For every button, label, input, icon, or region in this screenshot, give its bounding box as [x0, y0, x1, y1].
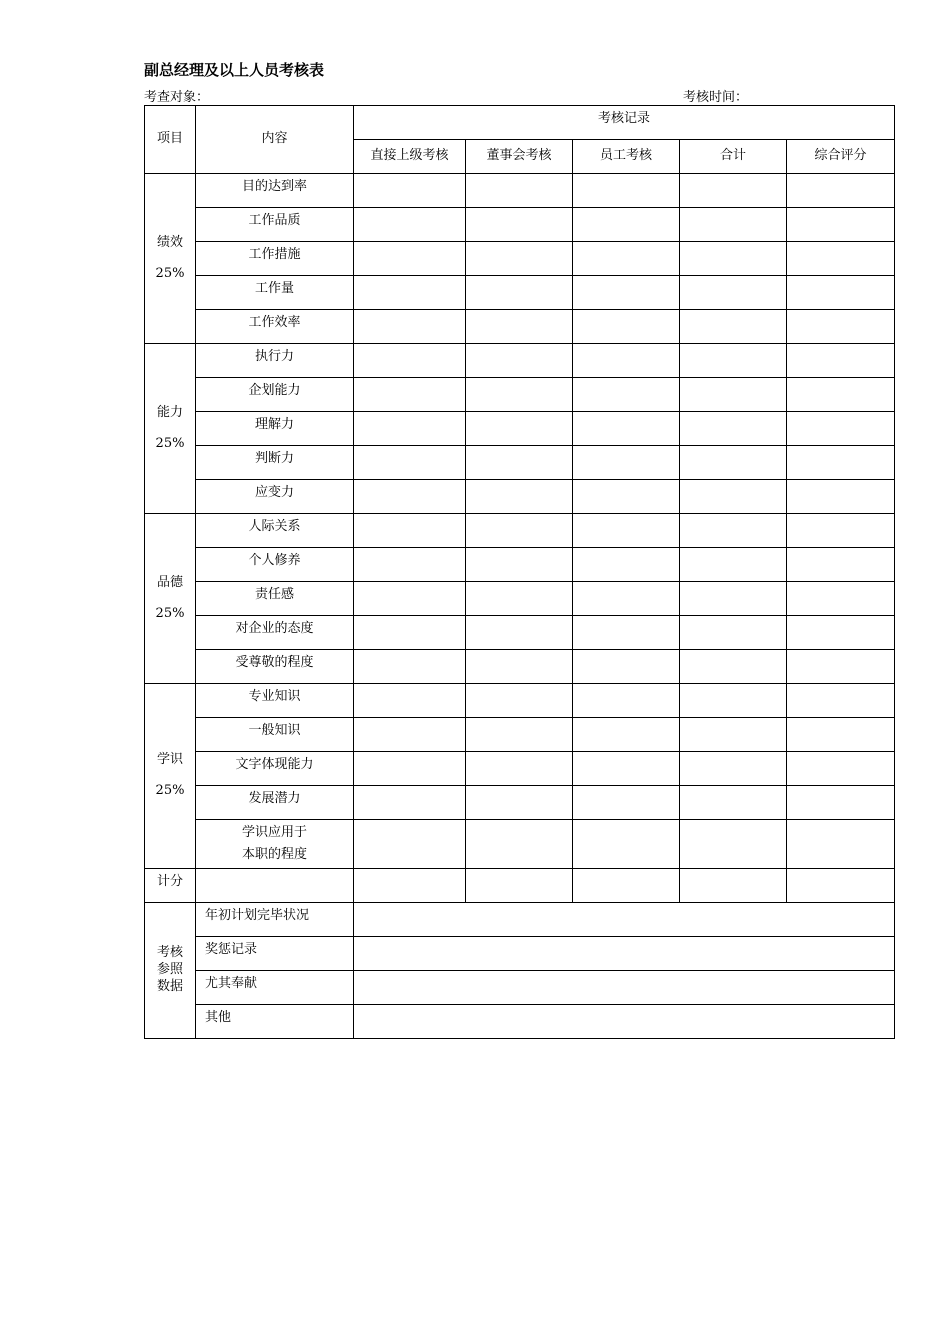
- table-row: [145, 684, 895, 718]
- score-cell[interactable]: [354, 820, 466, 869]
- item-label: 发展潜力: [196, 786, 354, 820]
- score-cell[interactable]: [680, 480, 787, 514]
- score-cell[interactable]: [680, 242, 787, 276]
- table-row: [145, 242, 895, 276]
- score-cell[interactable]: [354, 650, 466, 684]
- score-cell[interactable]: [354, 344, 466, 378]
- item-label: 一般知识: [196, 718, 354, 752]
- item-label: 文字体现能力: [196, 752, 354, 786]
- score-cell[interactable]: [354, 208, 466, 242]
- score-cell[interactable]: [354, 174, 466, 208]
- reference-row: [145, 937, 895, 971]
- table-row: [145, 752, 895, 786]
- score-cell[interactable]: [787, 548, 895, 582]
- score-cell[interactable]: [680, 378, 787, 412]
- score-cell[interactable]: [354, 548, 466, 582]
- table-row: [145, 446, 895, 480]
- table-row: [145, 378, 895, 412]
- score-cell[interactable]: [466, 514, 573, 548]
- score-cell[interactable]: [466, 752, 573, 786]
- score-cell[interactable]: [680, 276, 787, 310]
- score-cell[interactable]: [787, 514, 895, 548]
- reference-value-cell[interactable]: [354, 1005, 895, 1039]
- reference-row: [145, 971, 895, 1005]
- score-cell[interactable]: [680, 412, 787, 446]
- score-cell[interactable]: [466, 718, 573, 752]
- score-cell[interactable]: [354, 752, 466, 786]
- reference-item-label: 尤其奉献: [196, 971, 354, 1005]
- reference-value-cell[interactable]: [354, 937, 895, 971]
- score-cell[interactable]: [787, 242, 895, 276]
- header-col-employee: 员工考核: [573, 140, 680, 174]
- reference-value-cell[interactable]: [354, 903, 895, 937]
- category-weight: 25%: [155, 605, 185, 621]
- score-cell[interactable]: [466, 446, 573, 480]
- item-label: 应变力: [196, 480, 354, 514]
- item-label: [196, 820, 354, 869]
- score-cell[interactable]: [466, 820, 573, 869]
- reference-group-label: [145, 903, 196, 1039]
- score-cell[interactable]: [787, 616, 895, 650]
- score-cell[interactable]: [573, 582, 680, 616]
- score-cell[interactable]: [680, 446, 787, 480]
- score-cell[interactable]: [787, 208, 895, 242]
- table-row: [145, 174, 895, 208]
- reference-value-cell[interactable]: [354, 971, 895, 1005]
- header-record: 考核记录: [354, 106, 895, 140]
- score-cell[interactable]: [196, 869, 354, 903]
- reference-item-label: 其他: [196, 1005, 354, 1039]
- score-cell[interactable]: [787, 276, 895, 310]
- score-cell[interactable]: [680, 616, 787, 650]
- score-cell[interactable]: [573, 412, 680, 446]
- score-cell[interactable]: [466, 242, 573, 276]
- score-cell[interactable]: [573, 786, 680, 820]
- score-cell[interactable]: [354, 582, 466, 616]
- score-cell[interactable]: [466, 684, 573, 718]
- item-label: 责任感: [196, 582, 354, 616]
- score-cell[interactable]: [680, 752, 787, 786]
- score-cell[interactable]: [573, 650, 680, 684]
- item-label: 个人修养: [196, 548, 354, 582]
- category-cell: [145, 514, 196, 684]
- score-cell[interactable]: [787, 446, 895, 480]
- score-cell[interactable]: [354, 276, 466, 310]
- score-cell[interactable]: [680, 344, 787, 378]
- score-cell[interactable]: [787, 752, 895, 786]
- form-title: 副总经理及以上人员考核表: [144, 61, 325, 79]
- score-cell[interactable]: [466, 208, 573, 242]
- score-cell[interactable]: [680, 174, 787, 208]
- header-row: [145, 106, 895, 140]
- reference-label-line: 考核: [156, 945, 183, 961]
- score-cell[interactable]: [573, 752, 680, 786]
- score-cell[interactable]: [787, 869, 895, 903]
- category-name: 能力: [156, 404, 183, 420]
- item-label: 工作量: [196, 276, 354, 310]
- score-cell[interactable]: [573, 208, 680, 242]
- score-cell[interactable]: [573, 616, 680, 650]
- score-cell[interactable]: [354, 480, 466, 514]
- score-cell[interactable]: [680, 548, 787, 582]
- score-cell[interactable]: [787, 174, 895, 208]
- time-label: 考核时间：: [683, 90, 749, 105]
- item-label: 目的达到率: [196, 174, 354, 208]
- score-cell[interactable]: [466, 548, 573, 582]
- score-cell[interactable]: [573, 869, 680, 903]
- score-cell[interactable]: [466, 616, 573, 650]
- score-cell[interactable]: [787, 480, 895, 514]
- score-cell[interactable]: [680, 650, 787, 684]
- category-name: 学识: [156, 752, 183, 768]
- item-label: 执行力: [196, 344, 354, 378]
- table-row: [145, 344, 895, 378]
- score-cell[interactable]: [573, 514, 680, 548]
- reference-item-label: 奖惩记录: [196, 937, 354, 971]
- table-row: [145, 412, 895, 446]
- score-cell[interactable]: [787, 718, 895, 752]
- reference-row: [145, 1005, 895, 1039]
- header-col-board: 董事会考核: [466, 140, 573, 174]
- score-cell[interactable]: [466, 276, 573, 310]
- item-label: 判断力: [196, 446, 354, 480]
- score-cell[interactable]: [466, 869, 573, 903]
- item-label: 工作品质: [196, 208, 354, 242]
- score-cell[interactable]: [466, 786, 573, 820]
- score-cell[interactable]: [354, 446, 466, 480]
- table-row: [145, 820, 895, 869]
- score-cell[interactable]: [354, 310, 466, 344]
- score-cell[interactable]: [466, 378, 573, 412]
- score-cell[interactable]: [680, 684, 787, 718]
- header-content: 内容: [196, 106, 354, 174]
- score-cell[interactable]: [787, 786, 895, 820]
- header-col-total: 合计: [680, 140, 787, 174]
- score-cell[interactable]: [573, 548, 680, 582]
- category-cell: [145, 684, 196, 869]
- score-cell[interactable]: [354, 378, 466, 412]
- score-cell[interactable]: [354, 616, 466, 650]
- score-cell[interactable]: [680, 310, 787, 344]
- score-cell[interactable]: [466, 310, 573, 344]
- item-label: 对企业的态度: [196, 616, 354, 650]
- score-cell[interactable]: [354, 514, 466, 548]
- score-cell[interactable]: [573, 174, 680, 208]
- category-cell: [145, 344, 196, 514]
- header-item: 项目: [145, 106, 196, 174]
- item-label-line: 学识应用于: [241, 825, 307, 840]
- score-cell[interactable]: [466, 650, 573, 684]
- table-row: [145, 548, 895, 582]
- reference-row: [145, 903, 895, 937]
- score-cell[interactable]: [573, 480, 680, 514]
- score-total-label: 计分: [145, 869, 196, 903]
- score-cell[interactable]: [787, 344, 895, 378]
- score-cell[interactable]: [466, 344, 573, 378]
- evaluation-table: [144, 105, 895, 1039]
- header-col-supervisor: 直接上级考核: [354, 140, 466, 174]
- table-row: [145, 582, 895, 616]
- item-label: 企划能力: [196, 378, 354, 412]
- score-cell[interactable]: [354, 718, 466, 752]
- table-row: [145, 650, 895, 684]
- table-row: [145, 310, 895, 344]
- score-cell[interactable]: [680, 718, 787, 752]
- score-cell[interactable]: [573, 242, 680, 276]
- item-label: 工作效率: [196, 310, 354, 344]
- category-weight: 25%: [155, 265, 185, 281]
- score-cell[interactable]: [680, 582, 787, 616]
- score-cell[interactable]: [680, 820, 787, 869]
- category-name: 绩效: [156, 234, 183, 250]
- score-cell[interactable]: [354, 786, 466, 820]
- score-cell[interactable]: [787, 820, 895, 869]
- score-cell[interactable]: [466, 174, 573, 208]
- score-cell[interactable]: [573, 684, 680, 718]
- table-row: [145, 208, 895, 242]
- subject-label: 考查对象：: [144, 90, 210, 105]
- score-cell[interactable]: [787, 412, 895, 446]
- header-col-overall: 综合评分: [787, 140, 895, 174]
- score-cell[interactable]: [466, 412, 573, 446]
- score-cell[interactable]: [466, 480, 573, 514]
- score-cell[interactable]: [573, 446, 680, 480]
- reference-label-line: 数据: [156, 978, 183, 994]
- score-cell[interactable]: [787, 582, 895, 616]
- score-cell[interactable]: [787, 684, 895, 718]
- table-row: [145, 480, 895, 514]
- score-cell[interactable]: [354, 869, 466, 903]
- table-row: [145, 718, 895, 752]
- category-name: 品德: [156, 574, 183, 590]
- table-row: [145, 786, 895, 820]
- score-cell[interactable]: [354, 684, 466, 718]
- score-cell[interactable]: [354, 242, 466, 276]
- item-label: 专业知识: [196, 684, 354, 718]
- item-label: 受尊敬的程度: [196, 650, 354, 684]
- item-label-line: 本职的程度: [241, 846, 307, 862]
- score-cell[interactable]: [680, 514, 787, 548]
- score-cell[interactable]: [354, 412, 466, 446]
- item-label: 工作措施: [196, 242, 354, 276]
- category-weight: 25%: [155, 783, 185, 798]
- score-cell[interactable]: [680, 208, 787, 242]
- category-weight: 25%: [155, 435, 185, 451]
- item-label: 理解力: [196, 412, 354, 446]
- table-row: [145, 276, 895, 310]
- score-cell[interactable]: [787, 650, 895, 684]
- score-cell[interactable]: [680, 786, 787, 820]
- table-row: [145, 514, 895, 548]
- table-row: [145, 616, 895, 650]
- item-label: 人际关系: [196, 514, 354, 548]
- score-cell[interactable]: [680, 869, 787, 903]
- reference-label-line: 参照: [156, 962, 183, 978]
- score-cell[interactable]: [573, 718, 680, 752]
- score-cell[interactable]: [573, 276, 680, 310]
- score-cell[interactable]: [466, 582, 573, 616]
- score-cell[interactable]: [573, 344, 680, 378]
- score-cell[interactable]: [573, 310, 680, 344]
- score-total-row: [145, 869, 895, 903]
- score-cell[interactable]: [787, 310, 895, 344]
- score-cell[interactable]: [787, 378, 895, 412]
- category-cell: [145, 174, 196, 344]
- score-cell[interactable]: [573, 820, 680, 869]
- reference-item-label: 年初计划完毕状况: [196, 903, 354, 937]
- score-cell[interactable]: [573, 378, 680, 412]
